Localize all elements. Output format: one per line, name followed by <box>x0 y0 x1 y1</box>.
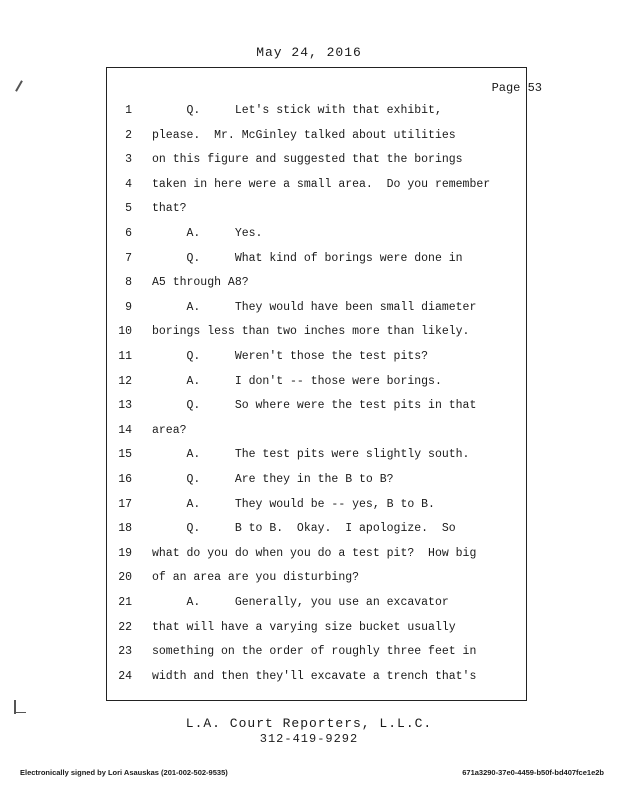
transcript-line <box>0 104 618 122</box>
electronic-signature-note: Electronically signed by Lori Asauskas (201-002-502-9535) <box>20 768 228 777</box>
line-number: 6 <box>125 227 132 240</box>
court-reporter-name: L.A. Court Reporters, L.L.C. <box>185 716 433 731</box>
line-number: 2 <box>125 128 132 142</box>
line-text: of an area are you disturbing? <box>152 571 360 585</box>
transcript-line <box>0 473 618 491</box>
line-number: 16 <box>118 473 132 486</box>
line-text: A. The test pits were slightly south. <box>152 448 470 462</box>
document-id: 671a3290-37e0-4459-b50f-bd407fce1e2b <box>462 768 604 777</box>
line-number: 14 <box>118 423 132 437</box>
line-text: A. I don't -- those were borings. <box>152 374 442 388</box>
line-number: 11 <box>118 350 132 363</box>
line-number: 21 <box>118 596 132 609</box>
transcript-line <box>0 596 618 614</box>
line-text: that will have a varying size bucket usually <box>152 620 456 634</box>
line-number: 18 <box>118 522 132 536</box>
transcript-line <box>0 375 618 393</box>
line-number: 5 <box>125 202 132 216</box>
line-number: 1 <box>125 104 132 117</box>
line-text: Q. Are they in the B to B? <box>152 473 394 486</box>
line-number: 3 <box>125 153 132 167</box>
line-text: A. They would have been small diameter <box>152 300 477 314</box>
transcript-line <box>0 227 618 245</box>
scan-mark <box>15 80 23 91</box>
line-number: 13 <box>118 399 132 413</box>
line-text: borings less than two inches more than likely. <box>152 325 470 339</box>
line-text: A. They would be -- yes, B to B. <box>152 497 435 511</box>
scan-mark <box>16 712 26 713</box>
transcript-line <box>0 325 618 343</box>
line-text: on this figure and suggested that the borings <box>152 153 463 167</box>
transcript-line <box>0 424 618 442</box>
line-number: 8 <box>125 276 132 290</box>
line-text: what do you do when you do a test pit? How big <box>152 546 477 560</box>
line-text: Q. Let's stick with that exhibit, <box>152 104 442 117</box>
page-date: May 24, 2016 <box>256 45 362 60</box>
transcript-line <box>0 547 618 565</box>
line-text: please. Mr. McGinley talked about utilities <box>152 128 456 142</box>
line-number: 9 <box>125 300 132 314</box>
line-number: 17 <box>118 497 132 511</box>
transcript-line <box>0 621 618 639</box>
transcript-line <box>0 571 618 589</box>
court-reporter-phone: 312-419-9292 <box>259 732 359 746</box>
line-text: Q. So where were the test pits in that <box>152 399 477 413</box>
transcript-line <box>0 448 618 466</box>
line-text: A. Generally, you use an excavator <box>152 596 449 609</box>
line-number: 19 <box>118 546 132 560</box>
line-number: 24 <box>118 669 132 683</box>
transcript-line <box>0 399 618 417</box>
transcript-line <box>0 178 618 196</box>
line-number: 7 <box>125 251 132 265</box>
line-number: 23 <box>118 645 132 659</box>
transcript-line <box>0 153 618 171</box>
transcript-line <box>0 252 618 270</box>
line-text: Q. Weren't those the test pits? <box>152 350 429 363</box>
line-text: taken in here were a small area. Do you remember <box>152 177 491 191</box>
transcript-line <box>0 498 618 516</box>
transcript-line <box>0 645 618 663</box>
line-number: 15 <box>118 448 132 462</box>
line-text: A. Yes. <box>152 227 263 240</box>
line-text: something on the order of roughly three feet in <box>152 645 477 659</box>
line-text: A5 through A8? <box>152 276 249 290</box>
line-text: Q. B to B. Okay. I apologize. So <box>152 522 456 536</box>
transcript-line <box>0 350 618 368</box>
transcript-line <box>0 129 618 147</box>
line-number: 4 <box>125 177 132 191</box>
page-number: Page 53 <box>491 81 542 95</box>
transcript-line <box>0 202 618 220</box>
transcript-line <box>0 276 618 294</box>
line-number: 12 <box>118 374 132 388</box>
transcript-line <box>0 522 618 540</box>
line-number: 10 <box>118 325 132 339</box>
line-text: width and then they'll excavate a trench that's <box>152 669 477 683</box>
line-text: area? <box>152 423 187 437</box>
line-number: 20 <box>118 571 132 585</box>
transcript-line <box>0 301 618 319</box>
transcript-line <box>0 670 618 688</box>
line-text: that? <box>152 202 187 216</box>
line-text: Q. What kind of borings were done in <box>152 251 463 265</box>
line-number: 22 <box>118 620 132 634</box>
